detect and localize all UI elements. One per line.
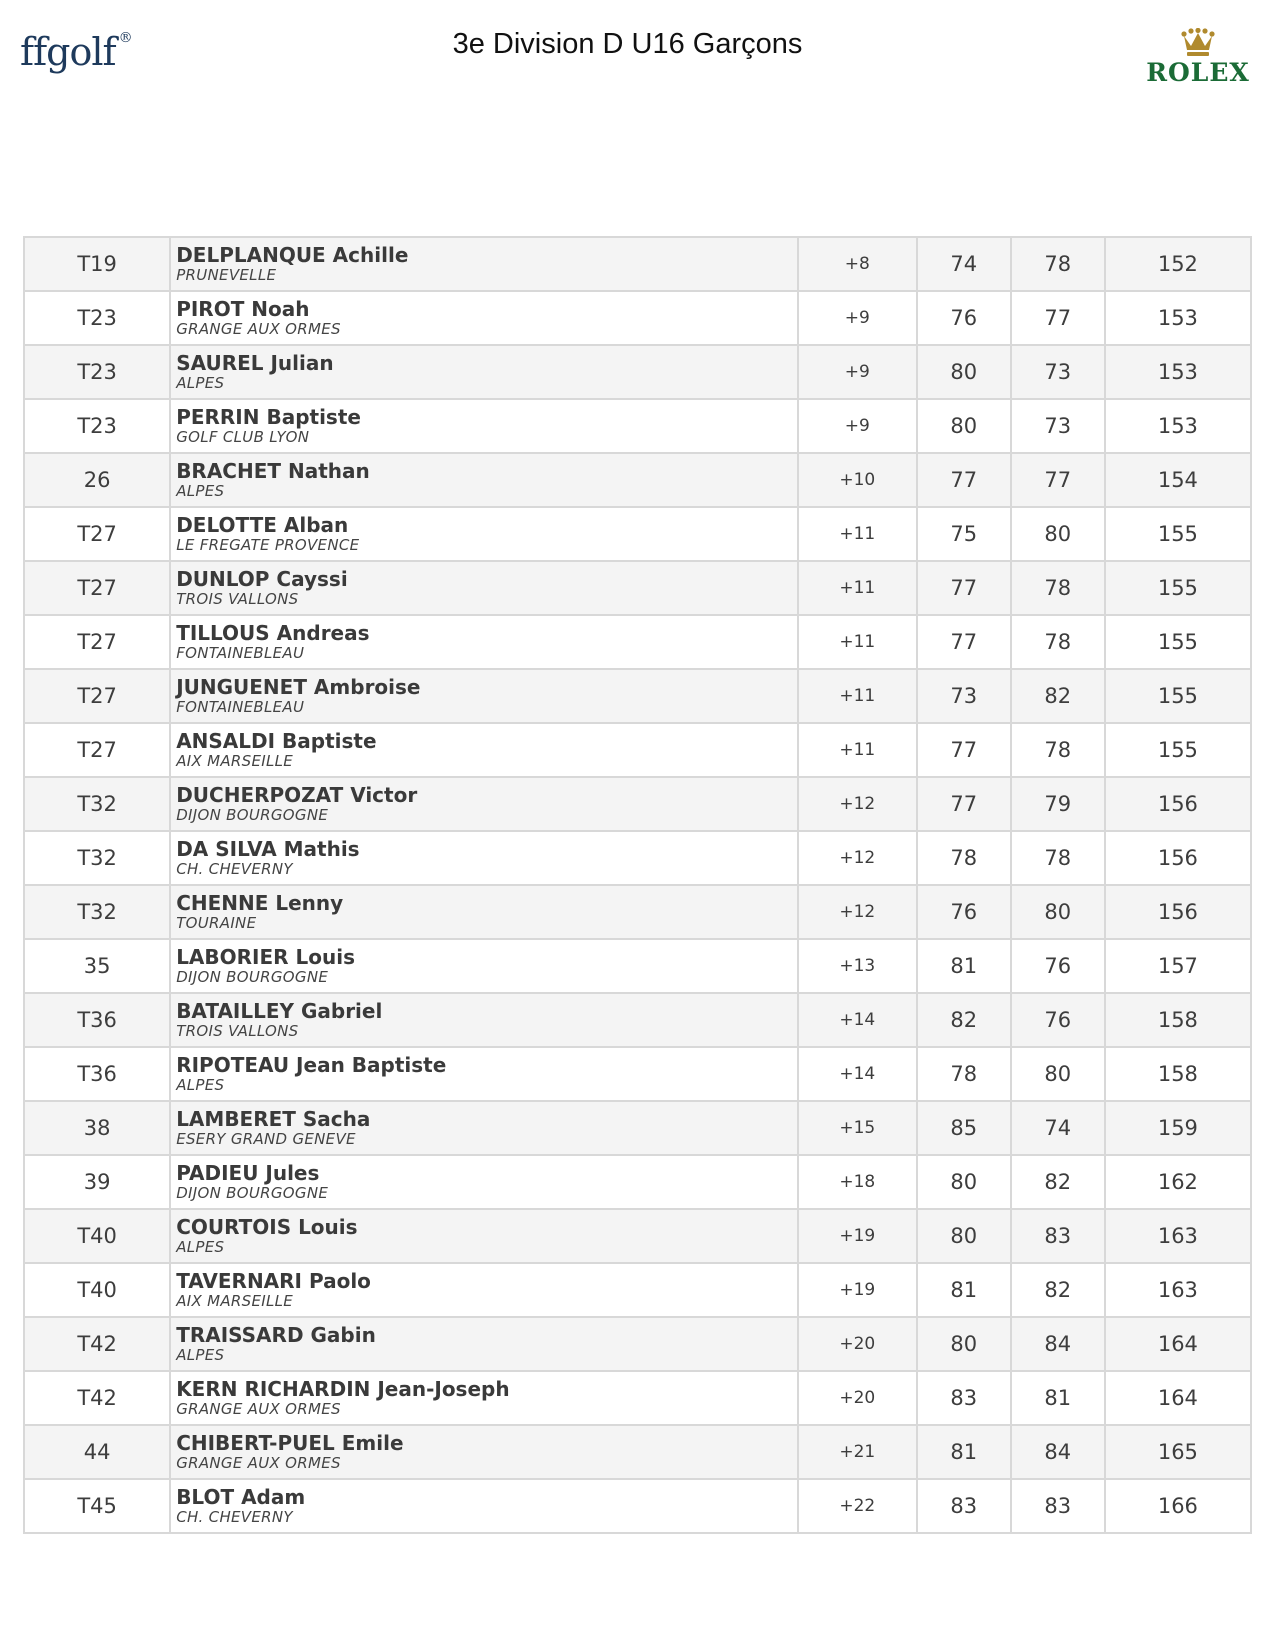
round-2-cell: 73 — [1011, 399, 1105, 453]
round-1-cell: 80 — [917, 1155, 1011, 1209]
table-row — [24, 1425, 1251, 1479]
position-cell: 44 — [24, 1425, 170, 1479]
table-row — [24, 723, 1251, 777]
position-cell: T19 — [24, 237, 170, 291]
table-row — [24, 669, 1251, 723]
to-par-cell: +20 — [798, 1371, 917, 1425]
round-2-cell: 77 — [1011, 291, 1105, 345]
to-par-cell: +19 — [798, 1263, 917, 1317]
round-1-cell: 77 — [917, 453, 1011, 507]
player-name: TILLOUS Andreas — [176, 621, 370, 645]
round-2-cell: 74 — [1011, 1101, 1105, 1155]
round-2-cell: 82 — [1011, 1155, 1105, 1209]
round-1-cell: 85 — [917, 1101, 1011, 1155]
player-cell — [170, 1101, 798, 1155]
player-name: BLOT Adam — [176, 1485, 306, 1509]
position-cell: T40 — [24, 1209, 170, 1263]
to-par-cell: +11 — [798, 615, 917, 669]
round-2-cell: 78 — [1011, 237, 1105, 291]
player-cell — [170, 345, 798, 399]
round-1-cell: 75 — [917, 507, 1011, 561]
rolex-logo — [1140, 28, 1256, 87]
total-cell: 163 — [1105, 1209, 1251, 1263]
player-club: ALPES — [176, 374, 225, 392]
position-cell: 26 — [24, 453, 170, 507]
round-2-cell: 82 — [1011, 669, 1105, 723]
rolex-wordmark: ROLEX — [1146, 58, 1250, 87]
player-club: CH. CHEVERNY — [176, 860, 293, 878]
player-name: SAUREL Julian — [176, 351, 334, 375]
total-cell: 163 — [1105, 1263, 1251, 1317]
position-cell: T23 — [24, 345, 170, 399]
total-cell: 164 — [1105, 1371, 1251, 1425]
table-row — [24, 1209, 1251, 1263]
position-cell: T27 — [24, 615, 170, 669]
player-cell — [170, 561, 798, 615]
round-2-cell: 80 — [1011, 1047, 1105, 1101]
round-1-cell: 83 — [917, 1479, 1011, 1533]
player-cell — [170, 777, 798, 831]
round-1-cell: 77 — [917, 615, 1011, 669]
round-2-cell: 76 — [1011, 939, 1105, 993]
player-club: ALPES — [176, 1076, 225, 1094]
round-1-cell: 78 — [917, 1047, 1011, 1101]
player-club: AIX MARSEILLE — [176, 1292, 294, 1310]
to-par-cell: +11 — [798, 669, 917, 723]
round-2-cell: 80 — [1011, 507, 1105, 561]
total-cell: 156 — [1105, 777, 1251, 831]
total-cell: 153 — [1105, 399, 1251, 453]
round-1-cell: 76 — [917, 291, 1011, 345]
table-row — [24, 561, 1251, 615]
player-cell — [170, 1263, 798, 1317]
position-cell: T32 — [24, 831, 170, 885]
round-1-cell: 80 — [917, 345, 1011, 399]
table-row — [24, 1263, 1251, 1317]
total-cell: 153 — [1105, 345, 1251, 399]
player-name: CHIBERT-PUEL Emile — [176, 1431, 404, 1455]
round-1-cell: 81 — [917, 1263, 1011, 1317]
player-cell — [170, 507, 798, 561]
player-name: PADIEU Jules — [176, 1161, 320, 1185]
to-par-cell: +15 — [798, 1101, 917, 1155]
table-row — [24, 1101, 1251, 1155]
to-par-cell: +21 — [798, 1425, 917, 1479]
table-row — [24, 291, 1251, 345]
player-name: DELOTTE Alban — [176, 513, 349, 537]
player-name: LAMBERET Sacha — [176, 1107, 371, 1131]
round-1-cell: 83 — [917, 1371, 1011, 1425]
to-par-cell: +20 — [798, 1317, 917, 1371]
player-club: ALPES — [176, 1238, 225, 1256]
to-par-cell: +8 — [798, 237, 917, 291]
round-2-cell: 73 — [1011, 345, 1105, 399]
total-cell: 157 — [1105, 939, 1251, 993]
table-row — [24, 939, 1251, 993]
player-club: CH. CHEVERNY — [176, 1508, 293, 1526]
table-row — [24, 993, 1251, 1047]
round-1-cell: 80 — [917, 1317, 1011, 1371]
round-2-cell: 78 — [1011, 615, 1105, 669]
round-2-cell: 77 — [1011, 453, 1105, 507]
player-club: TROIS VALLONS — [176, 590, 299, 608]
total-cell: 155 — [1105, 615, 1251, 669]
player-club: GRANGE AUX ORMES — [176, 320, 341, 338]
to-par-cell: +19 — [798, 1209, 917, 1263]
ffgolf-logo-text: ffgolf — [20, 30, 116, 74]
table-row — [24, 1317, 1251, 1371]
player-cell — [170, 237, 798, 291]
registered-mark-icon: ® — [118, 30, 132, 46]
total-cell: 155 — [1105, 507, 1251, 561]
player-cell — [170, 723, 798, 777]
round-2-cell: 76 — [1011, 993, 1105, 1047]
round-1-cell: 77 — [917, 723, 1011, 777]
round-1-cell: 82 — [917, 993, 1011, 1047]
total-cell: 159 — [1105, 1101, 1251, 1155]
player-name: PERRIN Baptiste — [176, 405, 361, 429]
table-row — [24, 615, 1251, 669]
page-title: 3e Division D U16 Garçons — [452, 28, 803, 60]
player-club: DIJON BOURGOGNE — [176, 1184, 329, 1202]
player-cell — [170, 939, 798, 993]
table-row — [24, 507, 1251, 561]
player-name: KERN RICHARDIN Jean-Joseph — [176, 1377, 510, 1401]
round-1-cell: 81 — [917, 1425, 1011, 1479]
player-club: PRUNEVELLE — [176, 266, 277, 284]
to-par-cell: +11 — [798, 507, 917, 561]
position-cell: T42 — [24, 1371, 170, 1425]
player-club: FONTAINEBLEAU — [176, 698, 305, 716]
table-row — [24, 345, 1251, 399]
round-2-cell: 80 — [1011, 885, 1105, 939]
player-club: ESERY GRAND GENEVE — [176, 1130, 356, 1148]
player-cell — [170, 399, 798, 453]
total-cell: 152 — [1105, 237, 1251, 291]
player-cell — [170, 831, 798, 885]
round-2-cell: 83 — [1011, 1479, 1105, 1533]
player-club: GOLF CLUB LYON — [176, 428, 310, 446]
position-cell: 38 — [24, 1101, 170, 1155]
player-cell — [170, 1425, 798, 1479]
round-2-cell: 78 — [1011, 723, 1105, 777]
player-name: DUCHERPOZAT Victor — [176, 783, 418, 807]
round-2-cell: 78 — [1011, 561, 1105, 615]
to-par-cell: +9 — [798, 399, 917, 453]
table-row — [24, 237, 1251, 291]
player-cell — [170, 1479, 798, 1533]
total-cell: 165 — [1105, 1425, 1251, 1479]
to-par-cell: +22 — [798, 1479, 917, 1533]
round-2-cell: 83 — [1011, 1209, 1105, 1263]
total-cell: 154 — [1105, 453, 1251, 507]
round-2-cell: 84 — [1011, 1317, 1105, 1371]
round-1-cell: 77 — [917, 561, 1011, 615]
position-cell: T27 — [24, 669, 170, 723]
to-par-cell: +9 — [798, 345, 917, 399]
table-row — [24, 1371, 1251, 1425]
position-cell: T23 — [24, 291, 170, 345]
player-club: LE FREGATE PROVENCE — [176, 536, 360, 554]
player-name: ANSALDI Baptiste — [176, 729, 377, 753]
player-name: BRACHET Nathan — [176, 459, 370, 483]
position-cell: T23 — [24, 399, 170, 453]
player-club: TOURAINE — [176, 914, 257, 932]
player-club: GRANGE AUX ORMES — [176, 1454, 341, 1472]
position-cell: T27 — [24, 561, 170, 615]
results-body — [24, 237, 1251, 1533]
player-club: AIX MARSEILLE — [176, 752, 294, 770]
table-row — [24, 1479, 1251, 1533]
position-cell: 39 — [24, 1155, 170, 1209]
round-2-cell: 84 — [1011, 1425, 1105, 1479]
table-row — [24, 777, 1251, 831]
position-cell: T27 — [24, 723, 170, 777]
position-cell: T27 — [24, 507, 170, 561]
player-club: TROIS VALLONS — [176, 1022, 299, 1040]
player-name: LABORIER Louis — [176, 945, 356, 969]
round-1-cell: 80 — [917, 1209, 1011, 1263]
player-name: BATAILLEY Gabriel — [176, 999, 383, 1023]
total-cell: 155 — [1105, 669, 1251, 723]
round-1-cell: 80 — [917, 399, 1011, 453]
player-cell — [170, 1371, 798, 1425]
total-cell: 166 — [1105, 1479, 1251, 1533]
table-row — [24, 453, 1251, 507]
player-cell — [170, 1047, 798, 1101]
table-row — [24, 1155, 1251, 1209]
player-name: DELPLANQUE Achille — [176, 243, 409, 267]
player-cell — [170, 1155, 798, 1209]
player-cell — [170, 1317, 798, 1371]
round-1-cell: 76 — [917, 885, 1011, 939]
position-cell: 35 — [24, 939, 170, 993]
player-cell — [170, 1209, 798, 1263]
total-cell: 162 — [1105, 1155, 1251, 1209]
player-cell — [170, 615, 798, 669]
position-cell: T32 — [24, 777, 170, 831]
table-row — [24, 1047, 1251, 1101]
table-row — [24, 885, 1251, 939]
round-1-cell: 78 — [917, 831, 1011, 885]
total-cell: 156 — [1105, 831, 1251, 885]
to-par-cell: +18 — [798, 1155, 917, 1209]
player-cell — [170, 993, 798, 1047]
to-par-cell: +14 — [798, 1047, 917, 1101]
player-name: RIPOTEAU Jean Baptiste — [176, 1053, 447, 1077]
round-1-cell: 74 — [917, 237, 1011, 291]
table-row — [24, 399, 1251, 453]
player-name: DUNLOP Cayssi — [176, 567, 348, 591]
total-cell: 158 — [1105, 1047, 1251, 1101]
total-cell: 153 — [1105, 291, 1251, 345]
total-cell: 164 — [1105, 1317, 1251, 1371]
player-club: DIJON BOURGOGNE — [176, 806, 329, 824]
player-cell — [170, 291, 798, 345]
player-name: JUNGUENET Ambroise — [176, 675, 421, 699]
to-par-cell: +13 — [798, 939, 917, 993]
to-par-cell: +11 — [798, 561, 917, 615]
round-2-cell: 78 — [1011, 831, 1105, 885]
position-cell: T45 — [24, 1479, 170, 1533]
results-table — [23, 236, 1252, 1534]
player-cell — [170, 669, 798, 723]
crown-icon — [1181, 28, 1215, 58]
to-par-cell: +12 — [798, 885, 917, 939]
player-cell — [170, 885, 798, 939]
round-1-cell: 77 — [917, 777, 1011, 831]
to-par-cell: +10 — [798, 453, 917, 507]
position-cell: T36 — [24, 993, 170, 1047]
player-name: DA SILVA Mathis — [176, 837, 360, 861]
to-par-cell: +14 — [798, 993, 917, 1047]
player-name: CHENNE Lenny — [176, 891, 344, 915]
total-cell: 156 — [1105, 885, 1251, 939]
player-club: GRANGE AUX ORMES — [176, 1400, 341, 1418]
position-cell: T42 — [24, 1317, 170, 1371]
total-cell: 155 — [1105, 723, 1251, 777]
table-row — [24, 831, 1251, 885]
to-par-cell: +9 — [798, 291, 917, 345]
round-2-cell: 81 — [1011, 1371, 1105, 1425]
to-par-cell: +11 — [798, 723, 917, 777]
player-cell — [170, 453, 798, 507]
round-2-cell: 79 — [1011, 777, 1105, 831]
to-par-cell: +12 — [798, 831, 917, 885]
total-cell: 155 — [1105, 561, 1251, 615]
round-1-cell: 81 — [917, 939, 1011, 993]
player-club: ALPES — [176, 482, 225, 500]
player-club: DIJON BOURGOGNE — [176, 968, 329, 986]
round-1-cell: 73 — [917, 669, 1011, 723]
position-cell: T36 — [24, 1047, 170, 1101]
player-name: PIROT Noah — [176, 297, 310, 321]
player-name: TRAISSARD Gabin — [176, 1323, 376, 1347]
to-par-cell: +12 — [798, 777, 917, 831]
position-cell: T40 — [24, 1263, 170, 1317]
total-cell: 158 — [1105, 993, 1251, 1047]
position-cell: T32 — [24, 885, 170, 939]
player-name: COURTOIS Louis — [176, 1215, 358, 1239]
player-club: ALPES — [176, 1346, 225, 1364]
player-club: FONTAINEBLEAU — [176, 644, 305, 662]
player-name: TAVERNARI Paolo — [176, 1269, 371, 1293]
round-2-cell: 82 — [1011, 1263, 1105, 1317]
